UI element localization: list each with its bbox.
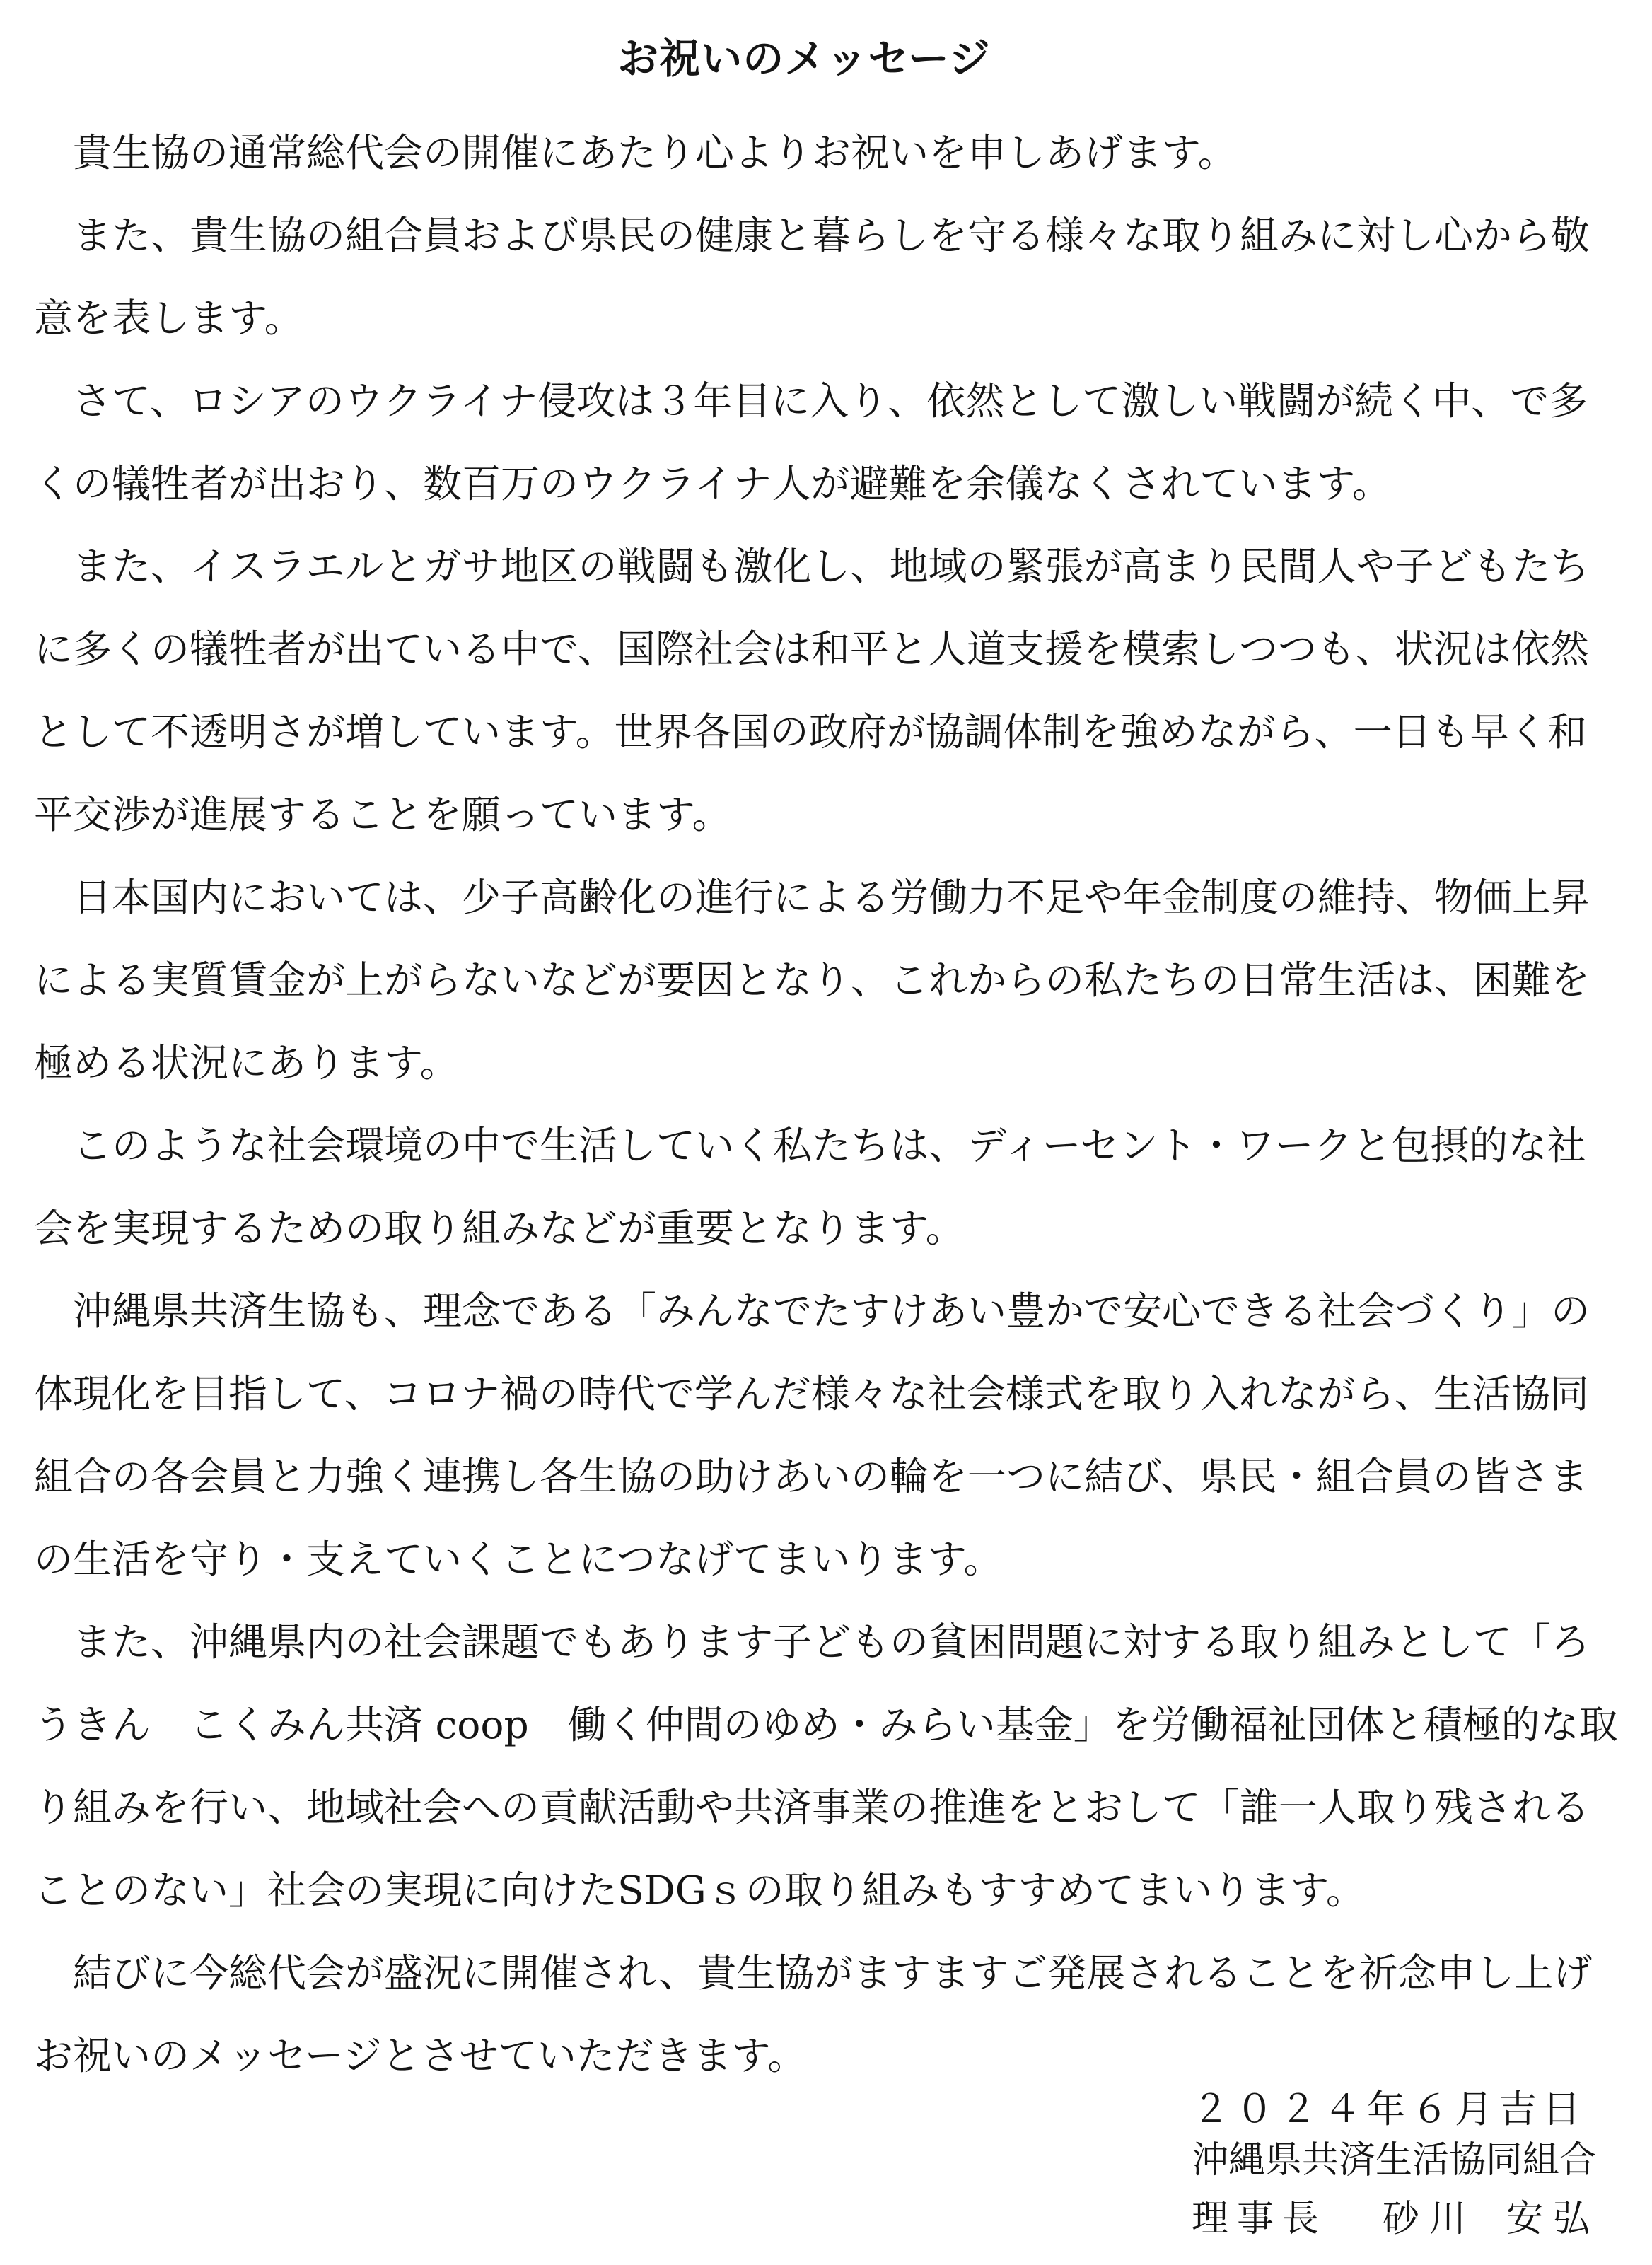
signatory-title: 理事長 [1192, 2198, 1328, 2240]
body-line: 沖縄県共済生協も、理念である「みんなでたすけあい豊かで安心できる社会づくり」の [73, 1288, 1590, 1334]
signatory [1192, 2199, 1616, 2239]
body-line: また、沖縄県内の社会課題でもあります子どもの貧困問題に対する取り組みとして「ろ [73, 1619, 1590, 1665]
body-line: り組みを行い、地域社会への貢献活動や共済事業の推進をとおして「誰一人取り残される [34, 1785, 1590, 1830]
body-line: このような社会環境の中で生活していく私たちは、ディーセント・ワークと包摂的な社 [73, 1123, 1586, 1168]
message-body [34, 112, 1625, 2097]
paragraph-philosophy [34, 1270, 1625, 1601]
body-line: また、イスラエルとガサ地区の戦闘も激化し、地域の緊張が高まり民間人や子どもたち [73, 544, 1590, 589]
body-line: 平交渉が進展することを願っています。 [34, 792, 731, 837]
paragraph-israel-gaza [34, 525, 1625, 856]
closing-date: ２０２４年６月吉日 [1192, 2087, 1586, 2131]
body-line: くの犠牲者が出おり、数百万のウクライナ人が避難を余儀なくされています。 [34, 461, 1391, 506]
body-line: の生活を守り・支えていくことにつなげてまいります。 [34, 1537, 1003, 1582]
body-line: 体現化を目指して、コロナ禍の時代で学んだ様々な社会様式を取り入れながら、生活協同 [34, 1371, 1589, 1416]
body-line: 会を実現するための取り組みなどが重要となります。 [34, 1206, 965, 1251]
body-line: 貴生協の通常総代会の開催にあたり心よりお祝いを申しあげます。 [73, 130, 1237, 175]
body-line: うきん こくみん共済 coop 働く仲間のゆめ・みらい基金」を労働福祉団体と積極的な取 [34, 1702, 1618, 1747]
paragraph-domestic [34, 856, 1625, 1105]
body-line: さて、ロシアのウクライナ侵攻は３年目に入り、依然として激しい戦闘が続く中、で多 [73, 378, 1588, 424]
signatory-family-name: 砂川 [1383, 2198, 1477, 2240]
document-title: お祝いのメッセージ [617, 35, 991, 83]
paragraph-respect [34, 194, 1625, 360]
body-line: また、貴生協の組合員および県民の健康と暮らしを守る様々な取り組みに対し心から敬 [73, 213, 1590, 258]
paragraph-closing-remarks [34, 1932, 1625, 2097]
paragraph-ukraine [34, 360, 1625, 525]
paragraph-decent-work [34, 1105, 1625, 1270]
body-line: として不透明さが増しています。世界各国の政府が協調体制を強めながら、一日も早く和 [34, 709, 1587, 755]
body-line: お祝いのメッセージとさせていただきます。 [34, 2033, 807, 2078]
body-line: 組合の各会員と力強く連携し各生協の助けあいの輪を一つに結び、県民・組合員の皆さま [34, 1454, 1588, 1499]
body-line: に多くの犠牲者が出ている中で、国際社会は和平と人道支援を模索しつつも、状況は依然 [34, 627, 1589, 672]
organization-name: 沖縄県共済生活協同組合 [1192, 2139, 1597, 2182]
body-line: 結びに今総代会が盛況に開催され、貴生協がますますご発展されることを祈念申し上げ [73, 1950, 1593, 1996]
body-line: 日本国内においては、少子高齢化の進行による労働力不足や年金制度の維持、物価上昇 [73, 875, 1590, 920]
paragraph-child-poverty [34, 1601, 1625, 1932]
body-line: 極める状況にあります。 [34, 1040, 459, 1085]
signatory-given-name: 安弘 [1506, 2198, 1600, 2240]
body-line: ことのない」社会の実現に向けたSDGｓの取り組みもすすめてまいります。 [34, 1868, 1365, 1913]
body-line: 意を表します。 [34, 296, 303, 341]
paragraph-congratulations [34, 112, 1625, 194]
body-line: による実質賃金が上がらないなどが要因となり、これからの私たちの日常生活は、困難を [34, 957, 1590, 1003]
